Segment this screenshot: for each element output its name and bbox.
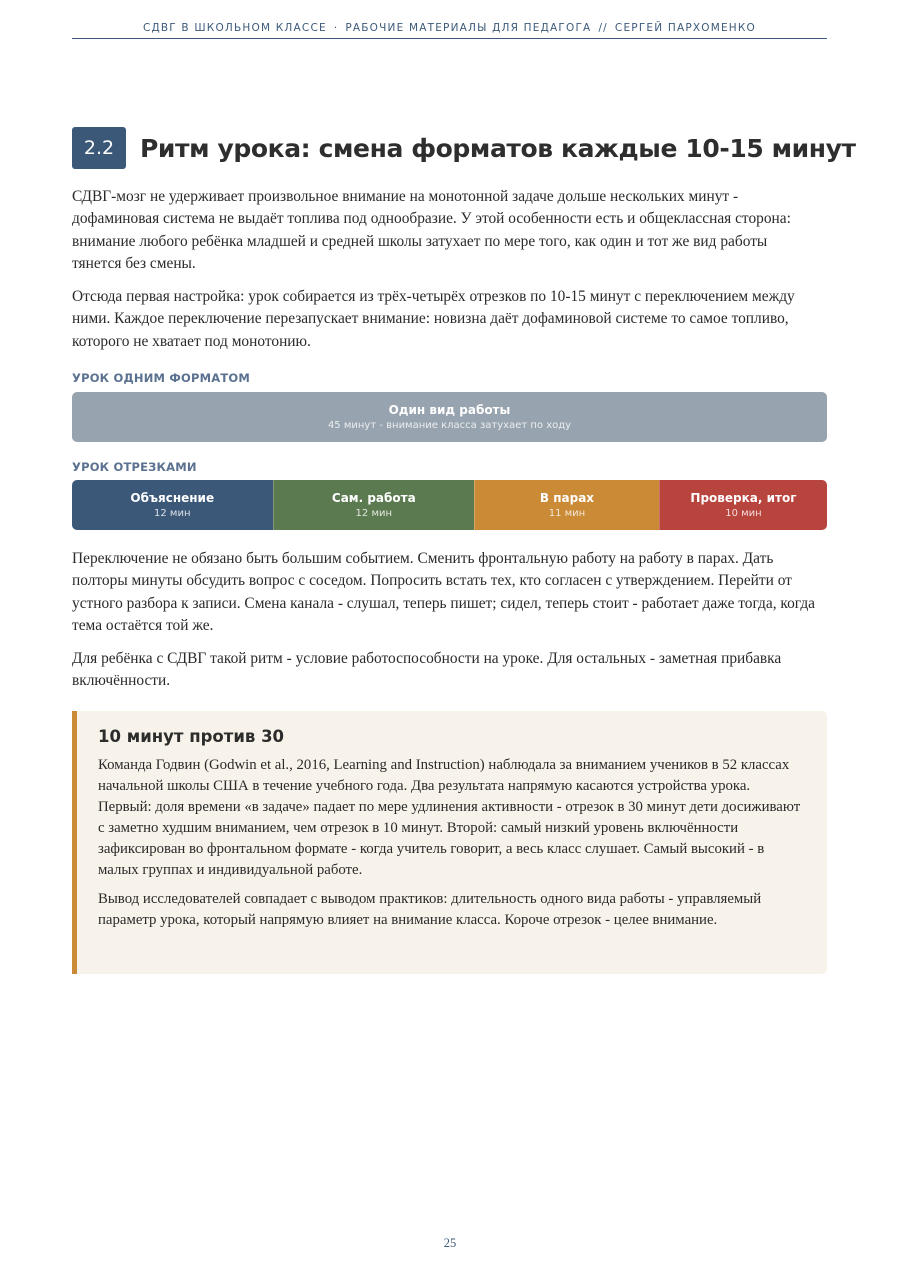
segment-subtitle: 11 мин [548,507,586,519]
running-header [72,22,827,34]
section-heading [72,127,856,169]
single-format-label: УРОК ОДНИМ ФОРМАТОМ [72,371,251,385]
body-paragraph: СДВГ-мозг не удерживает произвольное внимание на монотонной задаче дольше нескольких минут - дофаминовая система не выдаёт топлива под однообразие. У этой особенности есть и общеклассная сторона: внимание любого ребёнка младшей и средней школы затухает по мере того, как один и тот же вид работы тянется без смены. [72,188,791,273]
segment-pairs [474,480,659,530]
section-title: Ритм урока: смена форматов каждые 10-15 минут [140,133,856,163]
callout-paragraph: Команда Годвин (Godwin et al., 2016, Learning and Instruction) наблюдала за вниманием учеников в 52 классах начальной школы США в течение учебного года. Два результата напрямую касаются устройства урока. Первый: доля времени «в задаче» падает по мере удлинения активности - отрезок в 30 минут дети досиживают с заметно худшим вниманием, чем отрезок в 10 минут. Второй: самый низкий уровень включённости зафиксирован во фронтальном формате - когда учитель говорит, а весь класс слушает. Самый высокий - в малых группах и индивидуальной работе. [98,757,801,878]
segmented-label: УРОК ОТРЕЗКАМИ [72,460,197,474]
research-callout [72,711,827,974]
body-paragraph: Отсюда первая настройка: урок собирается из трёх-четырёх отрезков по 10-15 минут с переключением между ними. Каждое переключение перезапускает внимание: новизна даёт дофаминовой системе то самое топливо, которого не хватает под монотонию. [72,288,795,350]
segment-explanation [72,480,273,530]
segment-independent-work [273,480,475,530]
segment-title: Один вид работы [388,402,511,417]
segment-review [659,480,827,530]
segment-subtitle: 12 мин [154,507,191,519]
header-rule [72,38,827,39]
header-subtitle: РАБОЧИЕ МАТЕРИАЛЫ ДЛЯ ПЕДАГОГА [345,22,592,34]
section-number-badge: 2.2 [72,127,126,169]
header-author: СЕРГЕЙ ПАРХОМЕНКО [614,22,757,34]
header-separator: · [333,22,339,34]
callout-paragraph: Вывод исследователей совпадает с выводом практиков: длительность одного вида работы - управляемый параметр урока, который напрямую влияет на внимание класса. Короче отрезок - целее внимание. [98,891,762,928]
segment-subtitle: 45 минут - внимание класса затухает по ходу [327,419,572,431]
segment-subtitle: 10 мин [725,507,762,519]
segment-subtitle: 12 мин [355,507,393,519]
segment-title: Проверка, итог [690,490,797,505]
single-format-bar [72,392,827,442]
single-format-segment [72,392,827,442]
segment-title: В парах [539,490,595,505]
segment-title: Сам. работа [331,490,416,505]
header-book-title: СДВГ В ШКОЛЬНОМ КЛАССЕ [142,22,327,34]
body-paragraph: Переключение не обязано быть большим событием. Сменить фронтальную работу на работу в парах. Дать полторы минуты обсудить вопрос с соседом. Попросить встать тех, кто согласен с утверждением. Перейти от устного разбора к записи. Смена канала - слушал, теперь пишет; сидел, теперь стоит - работает даже тогда, когда тема остаётся той же. [72,550,815,635]
body-paragraph: Для ребёнка с СДВГ такой ритм - условие работоспособности на уроке. Для остальных - заметная прибавка включённости. [72,650,782,690]
page-number: 25 [443,1236,457,1250]
segment-title: Объяснение [130,490,215,505]
header-separator: // [598,22,608,34]
segmented-bar [72,480,827,530]
callout-title: 10 минут против 30 [98,727,285,746]
